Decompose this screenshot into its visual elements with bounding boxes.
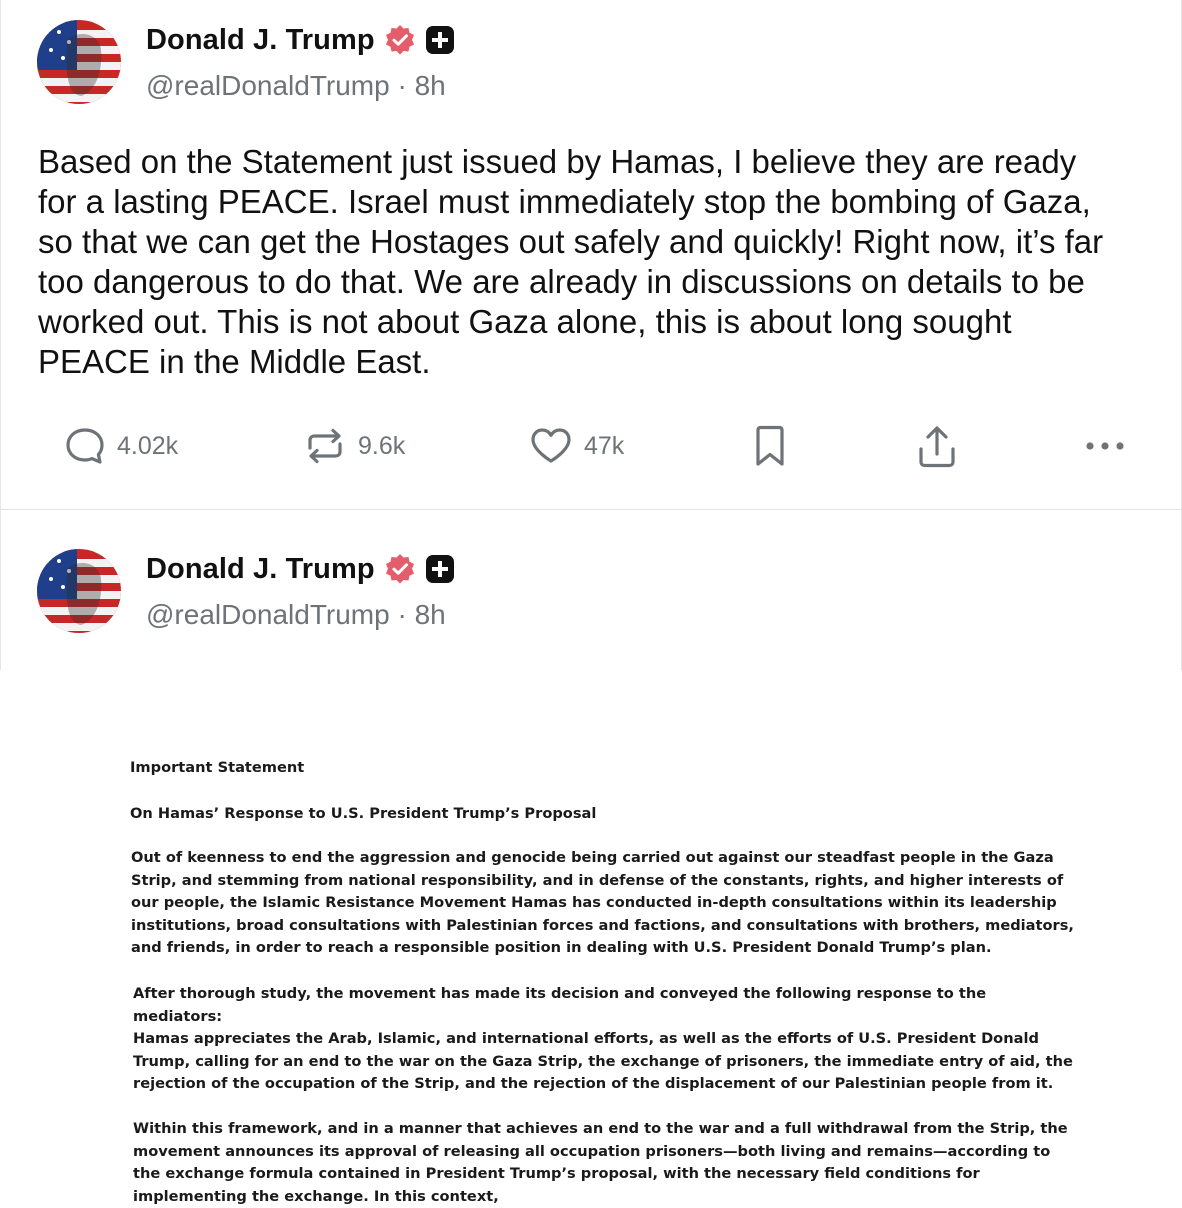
reply-icon: [65, 426, 105, 466]
retruth-icon: [304, 426, 346, 466]
post-time[interactable]: · 8h: [397, 70, 446, 101]
author-handle[interactable]: @realDonaldTrump: [146, 70, 390, 101]
share-icon: [916, 424, 958, 470]
retruth-count: 9.6k: [358, 431, 406, 460]
reply-count: 4.02k: [117, 431, 179, 460]
author-name[interactable]: Donald J. Trump: [146, 552, 375, 585]
author-name[interactable]: Donald J. Trump: [146, 23, 375, 56]
doc-paragraph-1: Out of keenness to end the aggression and genocide being carried out against our steadfast people in the Gaza Strip, and stemming from national responsibility, and in defense of the constants, rights, and higher interests of our people, the Islamic Resistance Movement Hamas has conducted in-depth consultations within its leadership institutions, broad consultations with Palestinian forces and factions, and consultations with brothers, mediators, and friends, in order to reach a responsible position in dealing with U.S. President Donald Trump’s plan.: [131, 849, 1074, 956]
more-icon: [1084, 426, 1126, 466]
author-handle[interactable]: @realDonaldTrump: [146, 599, 390, 630]
attached-statement-image[interactable]: [0, 670, 1182, 1205]
doc-subheading: On Hamas’ Response to U.S. President Trump’s Proposal: [130, 805, 597, 822]
post-time[interactable]: · 8h: [397, 599, 446, 630]
share-button[interactable]: [916, 424, 958, 470]
author-row: [146, 20, 455, 60]
avatar[interactable]: [37, 549, 121, 633]
bookmark-icon: [753, 424, 787, 468]
handle-row: [146, 70, 446, 102]
bookmark-button[interactable]: [753, 424, 787, 468]
like-count: 47k: [584, 431, 625, 460]
doc-heading: Important Statement: [130, 759, 305, 776]
retruth-button[interactable]: [304, 426, 405, 466]
reply-button[interactable]: [65, 426, 178, 466]
post-1[interactable]: [0, 0, 1182, 509]
plus-badge-icon: [425, 25, 455, 55]
author-row: [146, 549, 455, 589]
avatar[interactable]: [37, 20, 121, 104]
more-button[interactable]: [1084, 426, 1126, 466]
like-icon: [530, 426, 572, 466]
verified-icon: [384, 553, 416, 585]
like-button[interactable]: [530, 426, 624, 466]
plus-badge-icon: [425, 554, 455, 584]
doc-paragraph-4: Within this framework, and in a manner that achieves an end to the war and a full withdrawal from the Strip, the movement announces its approval of releasing all occupation prisoners—both living and remains—according to the exchange formula contained in President Trump’s proposal, with the necessary field conditions for implementing the exchange. In this context,: [133, 1120, 1068, 1205]
verified-icon: [384, 24, 416, 56]
post-text: Based on the Statement just issued by Hamas, I believe they are ready for a lasting PEACE. Israel must immediately stop the bombing of Gaza, so that we can get the Hostages out safely and quickly! Right now, it’s far too dangerous to do that. We are already in discussions on details to be worked out. This is not about Gaza alone, this is about long sought PEACE in the Middle East.: [38, 143, 1104, 380]
doc-paragraph-2: After thorough study, the movement has made its decision and conveyed the following response to the mediators:: [133, 985, 987, 1025]
action-bar: [1, 422, 1182, 472]
doc-paragraph-3: Hamas appreciates the Arab, Islamic, and international efforts, as well as the efforts of U.S. President Donald Trump, calling for an end to the war on the Gaza Strip, the exchange of prisoners, the immediate entry of aid, the rejection of the occupation of the Strip, and the rejection of the displacement of our Palestinian people from it.: [133, 1030, 1073, 1092]
handle-row: [146, 599, 446, 631]
